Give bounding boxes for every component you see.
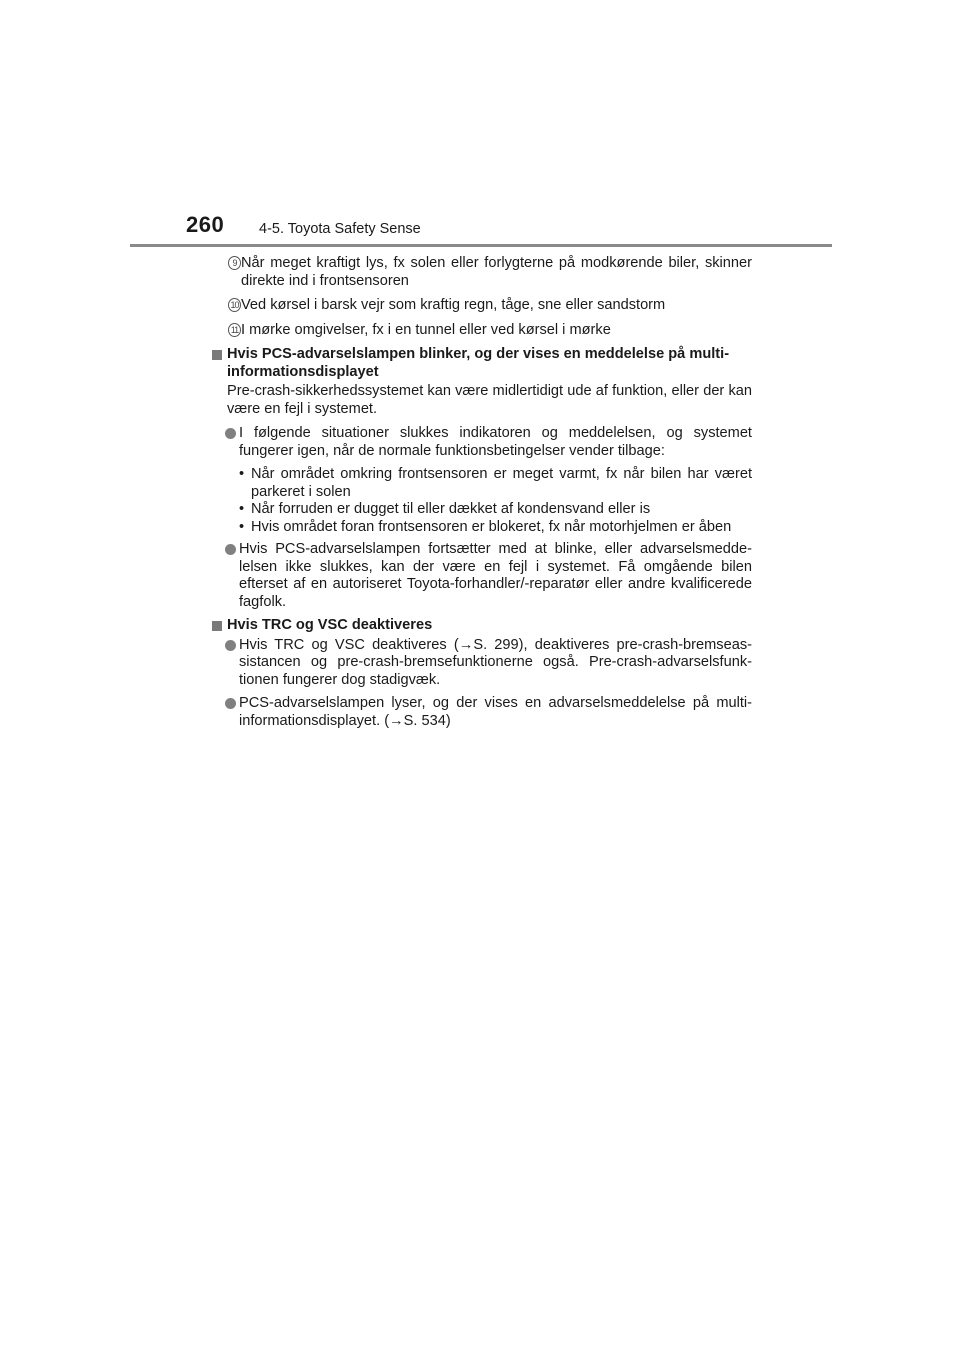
list-item-text: Hvis TRC og VSC deaktiveres (→S. 299), deaktiveres pre-crash-bremseas-sistancen og pre-crash-bremsefunktionerne også. Pre-crash-advarselsfunk-tionen fungerer dog stadigvæk. (239, 636, 752, 688)
numbered-item-text: Når meget kraftigt lys, fx solen eller forlygterne på modkørende biler, skinner direkte ind i frontsensoren (241, 255, 752, 289)
sub-list-item-text: Når området omkring frontsensoren er meget varmt, fx når bilen har været parkeret i solen (251, 466, 752, 500)
sub-list-item (212, 519, 752, 537)
section-heading-trc-vsc (212, 617, 752, 635)
list-item-text: I følgende situationer slukkes indikatoren og meddelelsen, og systemet fungerer igen, når de normale funktionsbetingelser vender tilbage: (239, 425, 752, 459)
section-intro: Pre-crash-sikkerhedssystemet kan være midlertidigt ude af funktion, eller der kan være en fejl i systemet. (227, 383, 752, 417)
sub-list-item-text: Når forruden er dugget til eller dækket af kondensvand eller is (251, 501, 651, 517)
sub-list-item (212, 501, 752, 519)
section-heading-pcs (212, 346, 752, 381)
sub-list-item-text: Hvis området foran frontsensoren er blokeret, fx når motorhjelmen er åben (251, 518, 732, 535)
round-bullet-icon (225, 544, 236, 555)
round-bullet-icon (225, 428, 236, 439)
list-item-text: Hvis PCS-advarselslampen fortsætter med at blinke, eller advarselsmedde-lelsen ikke slukkes, kan der være en fejl i systemet. Få omgående bilen efterset af en autoriseret Toyota-forhandler/-reparatør eller andre kvalificerede fagfolk. (239, 541, 752, 610)
circled-number-icon: 11 (228, 323, 241, 337)
round-bullet-icon (225, 698, 236, 709)
square-bullet-icon (212, 621, 222, 631)
circled-number-icon: 9 (228, 256, 241, 270)
list-item (212, 637, 752, 690)
sub-list-item (212, 466, 752, 501)
list-item (212, 425, 752, 460)
list-item (212, 541, 752, 611)
sub-list (212, 466, 752, 536)
section-title: 4-5. Toyota Safety Sense (259, 221, 421, 237)
small-bullet-icon: • (239, 501, 245, 517)
section-heading-text: Hvis TRC og VSC deaktiveres (227, 617, 433, 633)
numbered-item (212, 255, 752, 290)
square-bullet-icon (212, 350, 222, 360)
numbered-item (212, 322, 752, 340)
round-bullet-icon (225, 640, 236, 651)
section-heading-text: Hvis PCS-advarselslampen blinker, og der vises en meddelelse på multi-informationsdisplayet (227, 346, 730, 380)
numbered-item (212, 297, 752, 315)
small-bullet-icon: • (239, 518, 245, 535)
numbered-item-text: I mørke omgivelser, fx i en tunnel eller ved kørsel i mørke (241, 321, 611, 338)
circled-number-icon: 10 (228, 298, 241, 312)
header-rule (130, 244, 832, 247)
page-number: 260 (186, 212, 225, 237)
page-content (212, 255, 752, 736)
list-item-text: PCS-advarselslampen lyser, og der vises en advarselsmeddelelse på multi-informationsdisplayet. (→S. 534) (239, 695, 752, 729)
list-item (212, 695, 752, 730)
page-header (0, 0, 960, 250)
small-bullet-icon: • (239, 466, 245, 482)
numbered-item-text: Ved kørsel i barsk vejr som kraftig regn, tåge, sne eller sandstorm (241, 297, 666, 313)
